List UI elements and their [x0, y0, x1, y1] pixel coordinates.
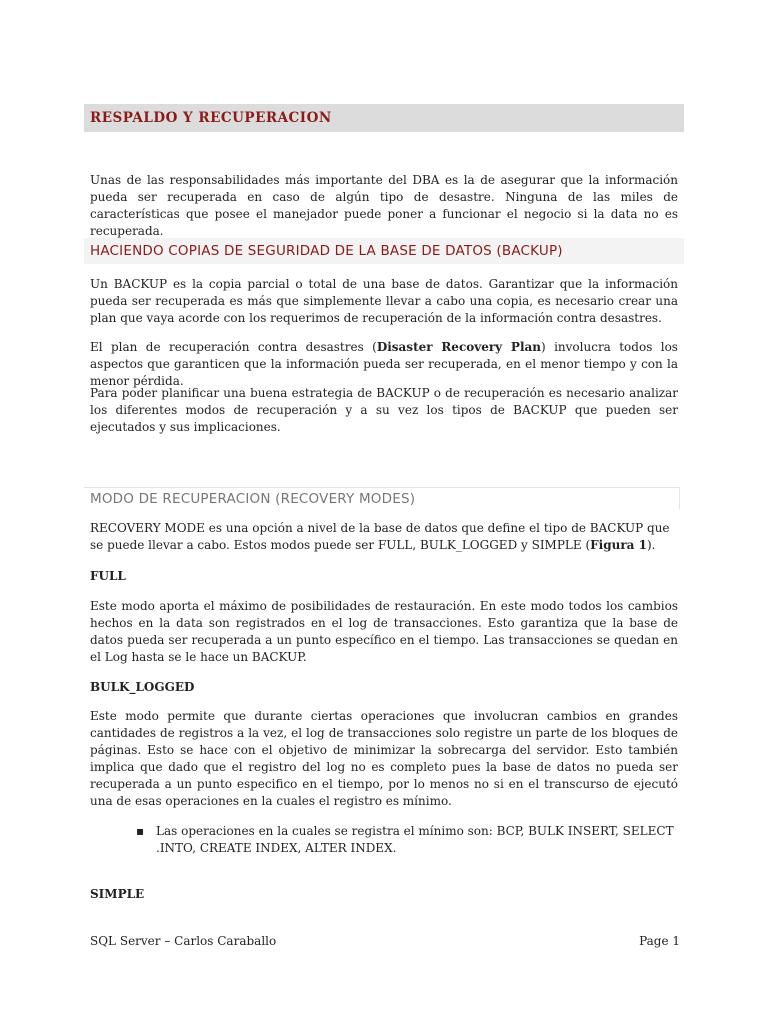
heading-copias-seguridad: HACIENDO COPIAS DE SEGURIDAD DE LA BASE DE DATOS (BACKUP) [84, 238, 684, 264]
disaster-recovery-plan-term: Disaster Recovery Plan [376, 340, 541, 354]
footer-author: SQL Server – Carlos Caraballo [90, 934, 277, 948]
subheading-bulk-logged: BULK_LOGGED [90, 680, 195, 694]
bullet-item-minimal-operations: Las operaciones en la cuales se registra el mínimo son: BCP, BULK INSERT, SELECT .INTO, CREATE INDEX, ALTER INDEX. [156, 824, 674, 855]
heading-respaldo-recuperacion: RESPALDO Y RECUPERACION [84, 104, 684, 132]
footer-page-number: Page 1 [639, 934, 680, 948]
intro-paragraph: Unas de las responsabilidades más importante del DBA es la de asegurar que la información pueda ser recuperada en caso de algún tipo de desastre. Ninguna de las miles de características que posee el manejador puede poner a funcionar el negocio si la data no es recuperada. [90, 173, 678, 238]
bullet-marker: ▪ [136, 824, 145, 838]
bulk-logged-paragraph: Este modo permite que durante ciertas operaciones que involucran cambios en grandes cantidades de registros a la vez, el log de transacciones solo registre un parte de los bloques de páginas. Esto se hace con el objetivo de minimizar la sobrecarga del servidor. Esto también implica que dado que el registro del log no es completo pues la base de datos no pueda ser recuperada a un punto especifico en el tiempo, por lo menos no si en el transcurso de ejecutó una de esas operaciones en la cuales el registro es mínimo. [90, 709, 678, 808]
backup-paragraph-2: El plan de recuperación contra desastres (Disaster Recovery Plan) involucra todos los aspectos que garanticen que la información pueda ser recuperada, en el menor tiempo y con la menor pérdida. [90, 340, 678, 388]
subheading-full: FULL [90, 569, 126, 583]
full-paragraph: Este modo aporta el máximo de posibilidades de restauración. En este modo todos los cambios hechos en la data son registrados en el log de transacciones. Esto garantiza que la base de datos pueda ser recuperada a un punto específico en el tiempo. Las transacciones se quedan en el Log hasta se le hace un BACKUP. [90, 599, 678, 664]
modes-paragraph: RECOVERY MODE es una opción a nivel de la base de datos que define el tipo de BACKUP que se puede llevar a cabo. Estos modos puede ser FULL, BULK_LOGGED y SIMPLE (Figura 1). [90, 521, 670, 552]
backup-paragraph-1: Un BACKUP es la copia parcial o total de una base de datos. Garantizar que la información pueda ser recuperada es más que simplemente llevar a cabo una copia, es necesario crear una plan que vaya acorde con los requerimos de recuperación de la información contra desastres. [90, 277, 678, 325]
figura-reference: Figura 1 [590, 538, 647, 552]
subheading-simple: SIMPLE [90, 887, 145, 901]
backup-paragraph-3: Para poder planificar una buena estrategia de BACKUP o de recuperación es necesario analizar los diferentes modos de recuperación y a su vez los tipos de BACKUP que pueden ser ejecutados y sus implicaciones. [90, 386, 678, 434]
heading-modo-recuperacion: MODO DE RECUPERACION (RECOVERY MODES) [84, 487, 680, 509]
